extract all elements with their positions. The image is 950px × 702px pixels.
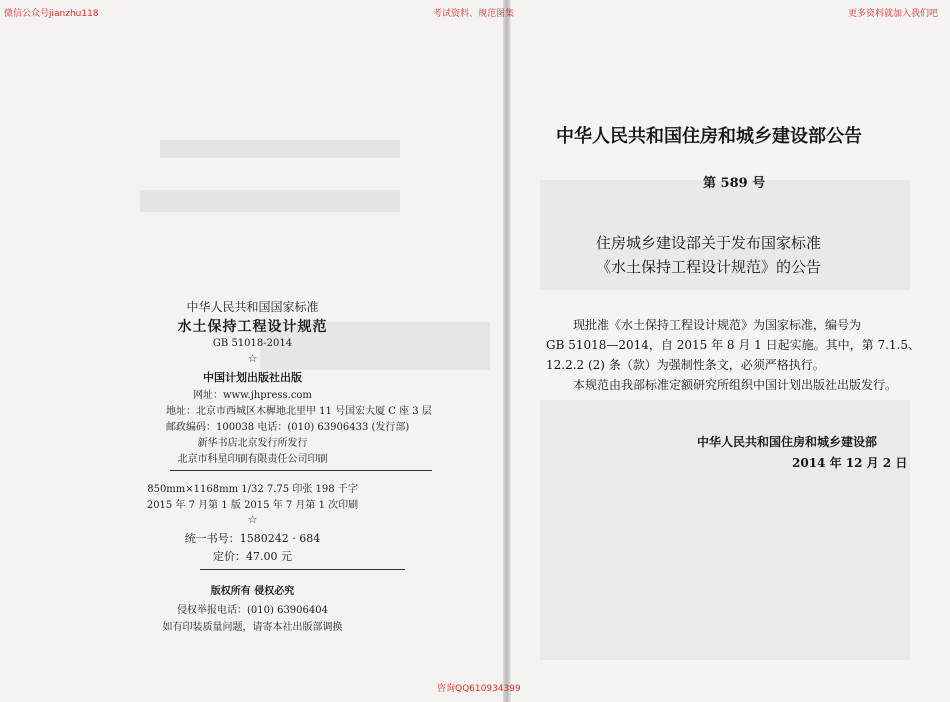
copyright-notice: 版权所有 侵权必究 — [210, 586, 295, 597]
printer: 北京市科星印刷有限责任公司印刷 — [177, 454, 328, 465]
announcement-subtitle-2: 《水土保持工程设计规范》的公告 — [596, 258, 822, 276]
postal-and-phone: 邮政编码：100038 电话：(010) 63906433 (发行部) — [166, 422, 410, 433]
body-line-4: 本规范由我部标准定额研究所组织中国计划出版社出版发行。 — [573, 378, 898, 392]
quality-note: 如有印装质量问题，请寄本社出版部调换 — [162, 622, 343, 633]
edition-info: 2015 年 7 月第 1 版 2015 年 7 月第 1 次印刷 — [146, 500, 359, 511]
publisher-name: 中国计划出版社出版 — [203, 371, 302, 384]
body-line-2: GB 51018—2014，自 2015 年 8 月 1 日起实施。其中，第 7.1.5、 — [546, 338, 920, 352]
announcement-heading: 中华人民共和国住房和城乡建设部公告 — [556, 126, 862, 147]
standard-series: 中华人民共和国国家标准 — [186, 300, 319, 314]
watermark-bottom-center: 咨询QQ610934399 — [437, 684, 521, 694]
isbn-number: 统一书号：1580242 · 684 — [184, 532, 321, 545]
announcement-subtitle-1: 住房城乡建设部关于发布国家标准 — [596, 234, 822, 252]
watermark-top-left: 微信公众号jianzhu118 — [4, 9, 99, 19]
publisher-website: 网址：www.jhpress.com — [193, 390, 312, 401]
infringement-report-phone: 侵权举报电话：(010) 63906404 — [177, 605, 328, 616]
watermark-top-right: 更多资料就加入我们吧 — [848, 9, 939, 19]
announcement-date: 2014 年 12 月 2 日 — [792, 456, 908, 470]
print-format: 850mm×1168mm 1/32 7.75 印张 198 千字 — [147, 484, 358, 495]
signatory: 中华人民共和国住房和城乡建设部 — [697, 435, 878, 449]
distributor: 新华书店北京发行所发行 — [197, 438, 308, 449]
body-line-3: 12.2.2 (2) 条（款）为强制性条文，必须严格执行。 — [546, 358, 825, 372]
divider-rule — [170, 470, 432, 471]
book-title: 水土保持工程设计规范 — [177, 319, 328, 335]
watermark-top-center: 考试资料、规范图集 — [433, 9, 515, 19]
divider-rule-2 — [200, 569, 405, 570]
bleed-through-block — [160, 140, 400, 158]
publisher-address: 地址：北京市西城区木樨地北里甲 11 号国宏大厦 C 座 3 层 — [166, 406, 432, 417]
star-divider: ☆ — [247, 352, 258, 365]
announcement-number: 第 589 号 — [703, 176, 766, 191]
body-line-1: 现批准《水土保持工程设计规范》为国家标准，编号为 — [573, 318, 862, 332]
bleed-through-block — [140, 190, 400, 212]
book-price: 定价：47.00 元 — [213, 550, 292, 563]
standard-code: GB 51018-2014 — [212, 338, 293, 349]
star-divider-2: ☆ — [247, 513, 258, 526]
